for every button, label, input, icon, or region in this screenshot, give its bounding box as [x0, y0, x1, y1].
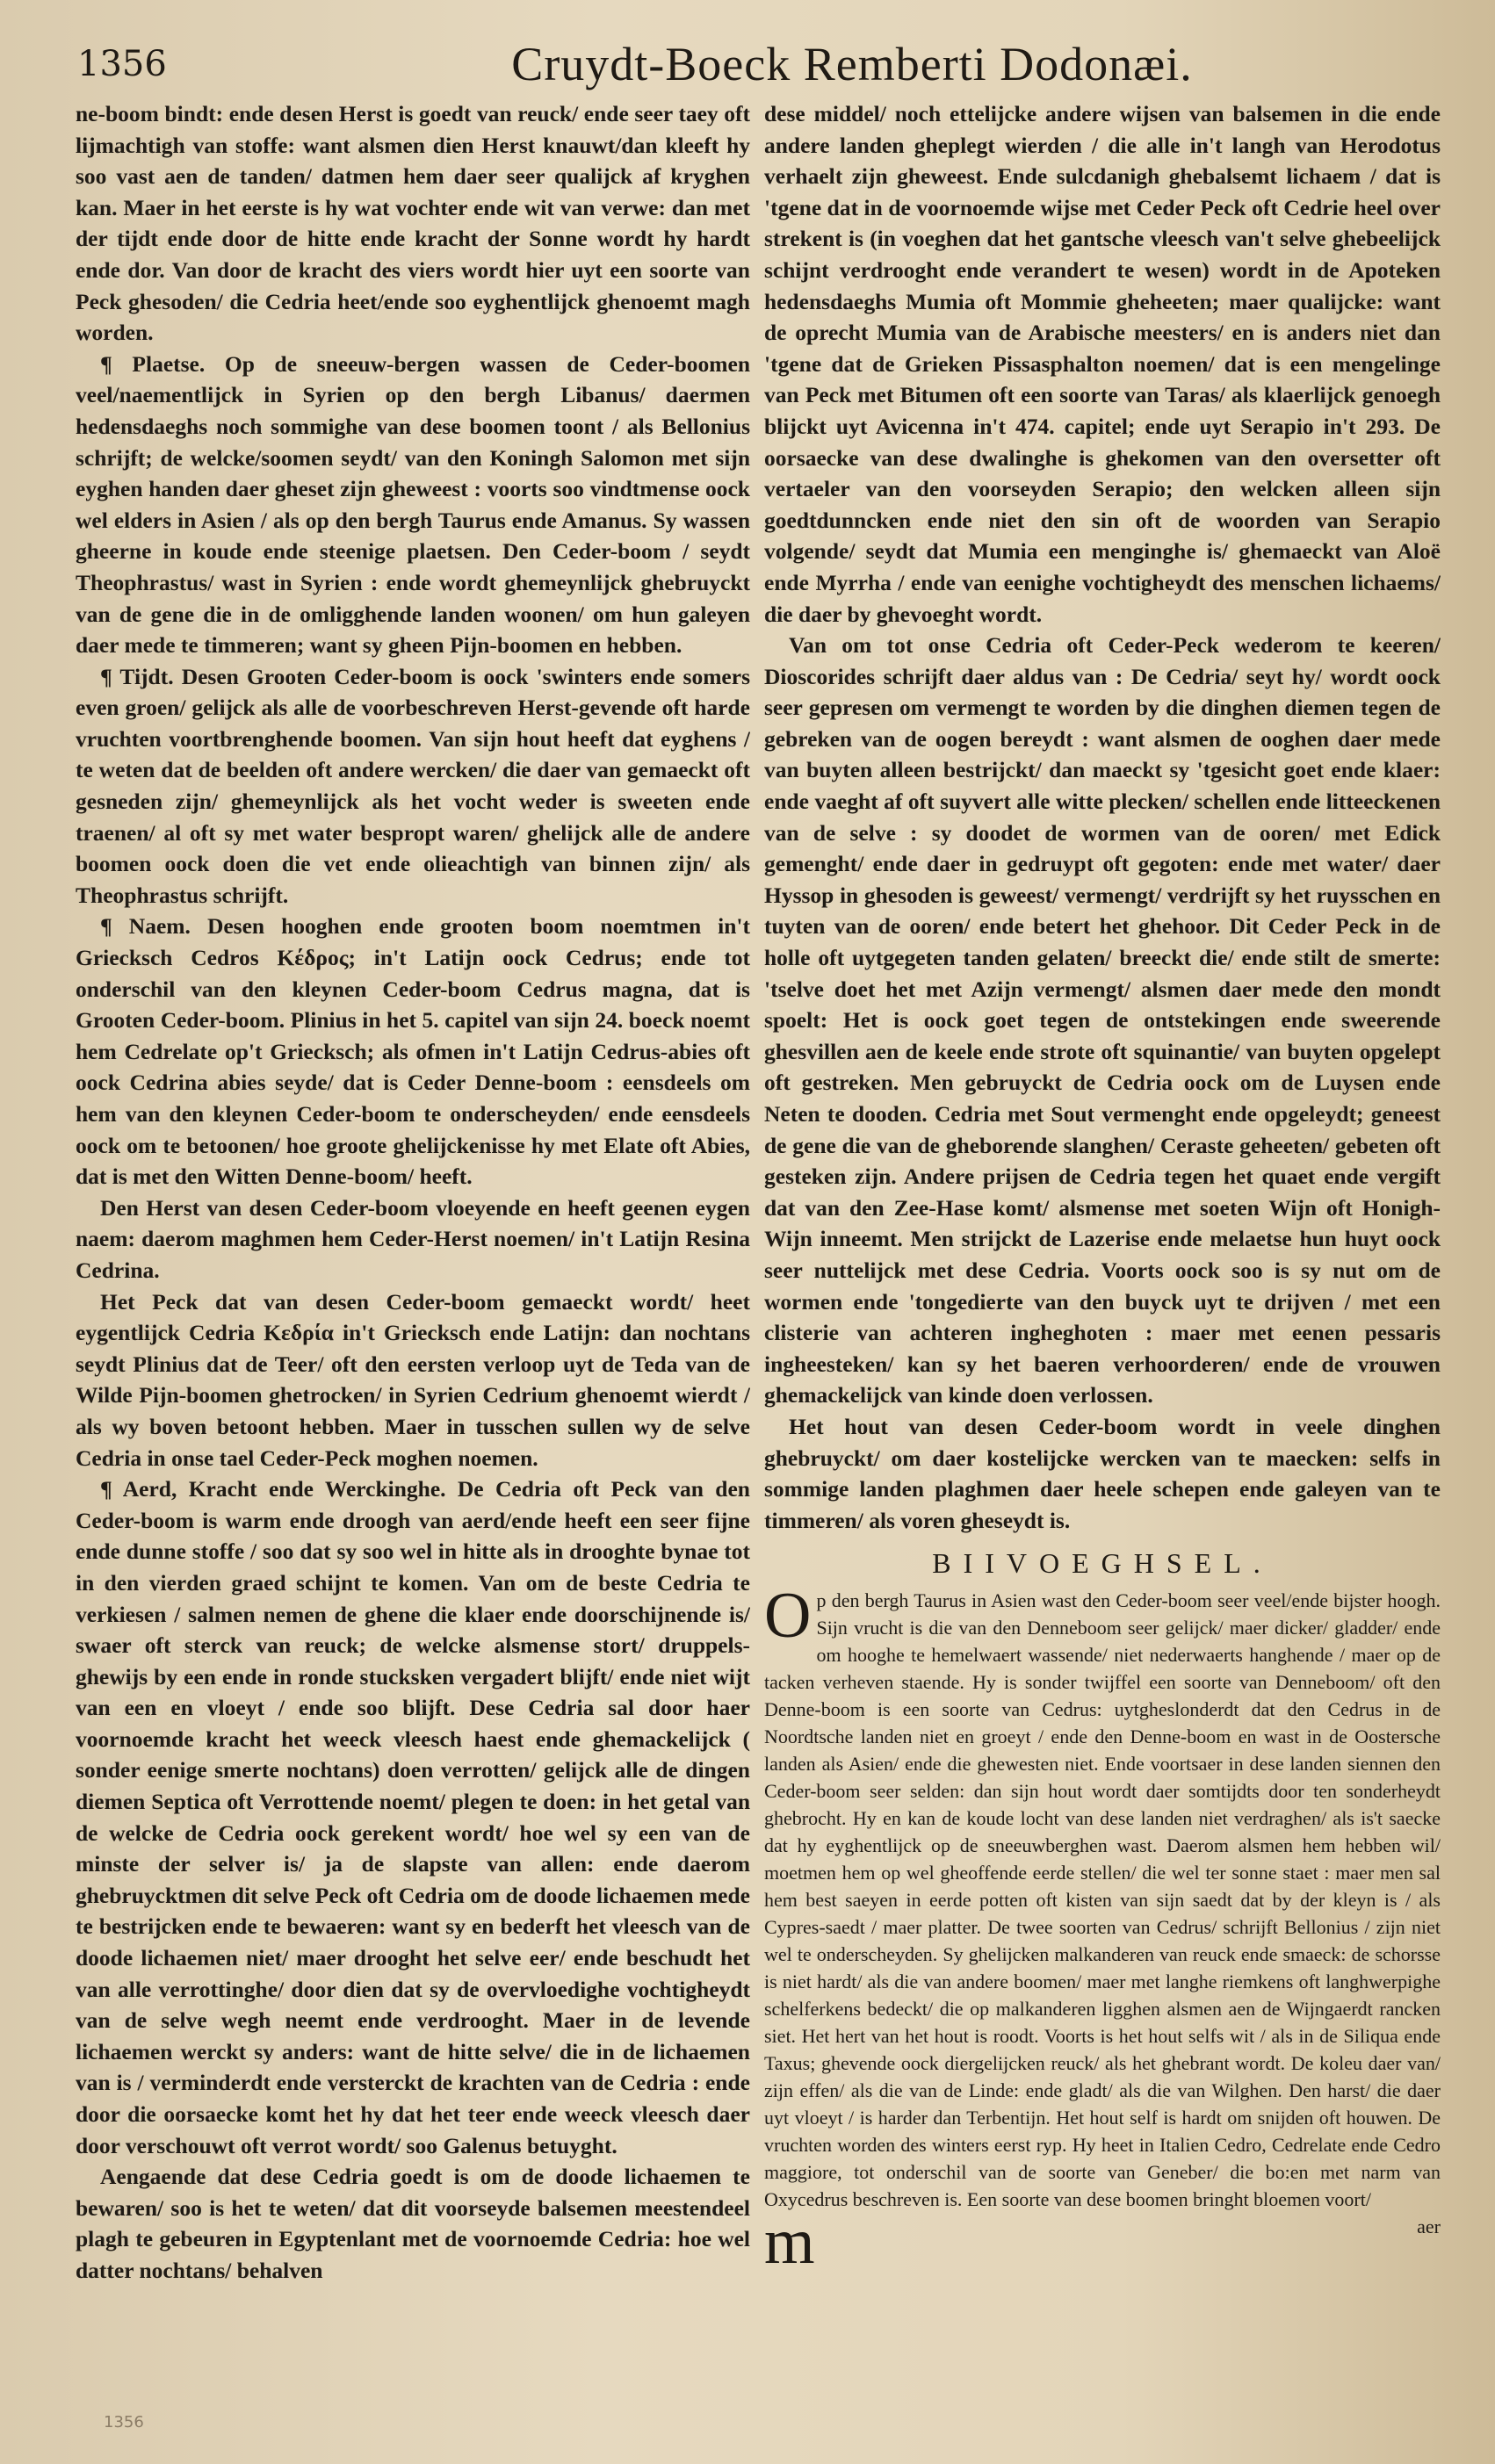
paragraph: Van om tot onse Cedria oft Ceder-Peck wederom te keeren/ Dioscorides schrijft daer aldus van : De Cedria/ seyt hy/ wordt oock seer gepresen om vermengt te worden by die dinghen diemen tegen de gebreken van de oogen bereydt : want alsmen de ooghen daer mede van buyten alleen bestrijckt/ dan maeckt sy 'tgesicht goet ende klaer: ende vaeght af oft suyvert alle witte plecken/ schellen ende litteeckenen van de selve : sy doodet de wormen van de ooren/ met Edick gemenght/ ende daer in gedruypt oft gegoten: ende met water/ daer Hyssop in ghesoden is geweest/ vermengt/ verdrijft sy het ruysschen en tuyten van de ooren/ ende betert het ghehoor. Dit Ceder Peck in de holle oft uytgegeten tanden gelaten/ breeckt die/ ende stilt de smerte: 'tselve doet het met Azijn vermengt/ alsmen daer mede den mondt spoelt: Het is oock goet tegen de ontstekingen ende sweerende ghesvillen aen de keele ende strote oft squinantie/ van buyten opgelept oft gestreken. Men gebruyckt de Cedria oock om de Luysen ende Neten te dooden. Cedria met Sout vermenght ende opgeleydt; geneest de gene die van de gheborende slanghen/ Ceraste geheeten/ gebeten oft gesteken zijn. Andere prijsen de Cedria tegen het quaet ende vergift dat van den Zee-Hase komt/ alsmense met soeten Wijn oft Honigh-Wijn inneemt. Men strijckt de Lazerise ende melaetse hun huyt oock seer nuttelijck met dese Cedria. Voorts oock soo is sy nut om de wormen ende 'tongedierte van den buyck uyt te drijven / met een clisterie van achteren ingheghoten : maer met eenen pessaris ingheesteken/ kan sy het baeren verhoorderen/ ende de vrouwen ghemackelijck van kinde doen verlossen.: [764, 632, 1441, 1409]
paragraph: Aengaende dat dese Cedria goedt is om de doode lichaemen te bewaren/ soo is het te weten/ dat dit voorseyde balsemen meestendeel plagh te gebeuren in Egyptenlant met de voornoemde Cedria: hoe wel datter nochtans/ behalven: [76, 2164, 750, 2283]
catchword: maer: [764, 2205, 1441, 2278]
paragraph: Het Peck dat van desen Ceder-boom gemaeckt wordt/ heet eygentlijck Cedria Κεδρία in't Griecksch ende Latijn: dan nochtans seydt Plinius dat de Teer/ oft den eersten verloop uyt de Teda van de Wilde Pijn-boomen ghetrocken/ in Syrien Cedrium ghenoemt wierdt / als wy boven betoont hebben. Maer in tusschen sullen wy de selve Cedria in onse tael Ceder-Peck moghen noemen.: [76, 1288, 750, 1471]
right-column: [764, 98, 1441, 2408]
paragraph: Den Herst van desen Ceder-boom vloeyende en heeft geenen eygen naem: daerom maghmen hem Ceder-Herst noemen/ in't Latijn Resina Cedrina.: [76, 1194, 750, 1283]
left-column: [76, 98, 750, 2408]
addition-paragraph: Op den bergh Taurus in Asien wast den Ceder-boom seer veel/ende bijster hoogh. Sijn vrucht is die van den Denneboom seer gelijck/ maer dicker/ gladder/ ende om hooghe te hemelwaert wassende/ niet nederwaerts hanghende / maer op de tacken verheven staende. Hy is sonder twijffel een soorte van Denneboom/ oft den Denne-boom is een soorte van Cedrus: uytgheslonderdt dat den Cedrus in de Noordtsche landen niet en groeyt / ende den Denne-boom en wast in de Oostersche landen als Asien/ ende die ghewesten niet. Ende voortsaer in dese landen siennen den Ceder-boom seer selden: dan sijn hout wordt daer somtijdts door ten sonderheydt ghebrocht. Hy en kan de koude locht van dese landen niet verdraghen/ als is't saecke dat hy eyghentlijck op de sneeuwberghen wast. Daerom alsmen hem hebben wil/ moetmen hem op wel gheoffende eerde stellen/ die wel ter sonne staet : maer men sal hem best saeyen in eerde potten oft kisten van sijn saedt dat by der kleyn is / als Cypres-saedt / maer platter. De twee soorten van Cedrus/ schrijft Bellonius / zijn niet wel te onderscheyden. Sy ghelijcken malkanderen van reuck ende smaeck: de schorsse is niet hardt/ als die van andere boomen/ maer met langhe riemkens oft langhwerpighe schelferkens bedeckt/ die op malkanderen ligghen alsmen aen de Wijngaerdt rancken siet. Het hert van het hout is roodt. Voorts is het hout selfs wit / als in de Siliqua ende Taxus; ghevende oock diergelijcken reuck/ als het ghebrant wordt. De koleu daer van/ zijn effen/ als die van de Linde: ende gladt/ als die van Wilghen. Den harst/ die daer uyt vloeyt / is harder dan Terbentijn. Het hout self is hardt om snijden oft houwen. De vruchten worden des winters eerst ryp. Hy heet in Italien Cedro, Cedrelate ende Cedro maggiore, tot onderschil van de soorte van Geneber/ die bo:en met narm van Oxycedrus beschreven is. Een soorte van dese boomen bringht bloemen voort/: [764, 1579, 1441, 2210]
footer-mark: 1356: [104, 2413, 144, 2432]
running-title: Cruydt-Boeck Remberti Dodonæi.: [511, 38, 1193, 90]
page-number: 1356: [77, 44, 167, 84]
section-heading: BIIVOEGHSEL.: [932, 1547, 1273, 1580]
paragraph: ¶ Naem. Desen hooghen ende grooten boom noemtmen in't Griecksch Cedros Κέδρος; in't Latijn oock Cedrus; ende tot onderschil van den kleynen Ceder-boom Cedrus magna, dat is Grooten Ceder-boom. Plinius in het 5. capitel van sijn 24. boeck noemt hem Cedrelate op't Griecksch; als ofmen in't Latijn Cedrus-abies oft oock Cedrina abies seyde/ dat is Ceder Denne-boom : eensdeels om hem van den kleynen Ceder-boom te onderscheyden/ ende eensdeels oock om te betoonen/ hoe groote ghelijckenisse hy met Elate oft Abies, dat is met den Witten Denne-boom/ heeft.: [76, 913, 750, 1190]
paragraph: dese middel/ noch ettelijcke andere wijsen van balsemen in die ende andere landen gheplegt wierden / die alle in't langh van Herodotus verhaelt zijn gheweest. Ende sulcdanigh ghebalsemt lichaem / dat is 'tgene dat in de voornoemde wijse met Ceder Peck oft Cedrie heel over strekent is (in voeghen dat het gantsche vleesch van't selve ghebeelijck schijnt verdrooght ende verandert te wesen) wordt in de Apoteken hedensdaeghs Mumia oft Mommie gheheeten; maer qualijcke: want de oprecht Mumia van de Arabische meesters/ en is anders niet dan 'tgene dat de Grieken Pissasphalton noemen/ dat is een mengelinge van Peck met Bitumen oft een soorte van Taras/ als klaerlijck genoegh blijckt uyt Avicenna in't 474. capitel; ende uyt Serapio in't 293. De oorsaecke van dese dwalinghe is ghekomen van den oversetter oft vertaeler van den voorseyden Serapio; den welcken alleen sijn goedtdunncken ende niet den sin oft de woorden van Serapio volgende/ seydt dat Mumia een menginghe is/ ghemaeckt van Aloë ende Myrrha / ende van eenighe vochtigheydt des menschen lichaems/ die daer by ghevoeght wordt.: [764, 101, 1441, 627]
paragraph: ¶ Plaetse. Op de sneeuw-bergen wassen de Ceder-boomen veel/naementlijck in Syrien op den bergh Libanus/ daermen hedensdaeghs noch sommighe van dese boomen toont / als Bellonius schrijft; de welcke/soomen seydt/ van den Koningh Salomon met sijn eyghen handen daer gheset zijn gheweest : voorts soo vindtmense oock wel elders in Asien / als op den bergh Taurus ende Amanus. Sy wassen gheerne in koude ende steenige plaetsen. Den Ceder-boom / seydt Theophrastus/ wast in Syrien : ende wordt ghemeynlijck ghebruyckt van de gene die in de omligghende landen woonen/ om hun galeyen daer mede te timmeren; want sy gheen Pijn-boomen en hebben.: [76, 350, 750, 659]
paragraph: ¶ Tijdt. Desen Grooten Ceder-boom is oock 'swinters ende somers even groen/ gelijck als alle de voorbeschreven Herst-gevende oft harde vruchten voortbrenghende boomen. Van sijn hout heeft dat eyghens / te weten dat de beelden oft andere wercken/ die daer van gemaeckt oft gesneden zijn/ ghemeynlijck als het vocht weder is sweeten ende traenen/ al oft sy met water bespropt waren/ ghelijck alle de andere boomen oock doen die vet ende olieachtigh van binnen zijn/ als Theophrastus schrijft.: [76, 663, 750, 908]
paragraph: Het hout van desen Ceder-boom wordt in veele dinghen ghebruyckt/ om daer kostelijcke wercken van te maecken: selfs in sommige landen plaghmen daer heele schepen ende galeyen van te timmeren/ als voren gheseydt is.: [764, 1413, 1441, 1533]
paragraph: ¶ Aerd, Kracht ende Werckinghe. De Cedria oft Peck van den Ceder-boom is warm ende droogh van aerd/ende heeft een seer fijne ende dunne stoffe / soo dat sy soo wel in hitte als in drooghte bynae tot in den vierden graed schijnt te komen. Van om de beste Cedria te verkiesen / salmen nemen de ghene die klaer ende doorschijnende is/ swaer oft sterck van reuck; de welcke alsmense stort/ druppels-ghewijs by een ende in ronde stucksken vergadert blijft/ ende niet wijt van een en vloeyt / ende soo blijft. Dese Cedria sal door haer voornoemde kracht het weeck vleesch haest ende ghemackelijck ( sonder eenige smerte nochtans) doen verrotten/ gelijck alle de dingen diemen Septica oft Verrottende noemt/ plegen te doen: in het getal van de welcke de Cedria oock gerekent wordt/ hoe wel sy een van de minste der selver is/ ja de slapste van allen: ende daerom ghebruycktmen dit selve Peck oft Cedria om de doode lichaemen mede te bestrijcken ende te bewaeren: want sy en bederft het vleesch van de doode lichaemen niet/ maer drooght het selve eer/ ende beschudt het van alle verrottinghe/ door dien dat sy de overvloedighe vochtigheydt van de selve wegh neemt ende verdrooght. Maer in de levende lichaemen werckt sy anders: want de hitte selve/ die in de lichaemen van is / verminderdt ende versterckt de krachten van de Cedria : ende door die oorsaecke komt het hy dat het teer ende weeck vleesch daer door verschouwt oft verrot wordt/ soo Galenus betuyght.: [76, 1476, 750, 2158]
page-header: [70, 33, 1441, 95]
paragraph: ne-boom bindt: ende desen Herst is goedt van reuck/ ende seer taey oft lijmachtigh van stoffe: want alsmen dien Herst knauwt/dan kleeft hy soo vast aen de tanden/ datmen hem daer seer qualijck af kryghen kan. Maer in het eerste is hy wat vochter ende wit van verwe: dan met der tijdt ende door de hitte ende kracht der Sonne wordt hy hardt ende dor. Van door de kracht des viers wordt hier uyt een soorte van Peck ghesoden/ die Cedria heet/ende soo eyghentlijck ghenoemt magh worden.: [76, 101, 750, 346]
